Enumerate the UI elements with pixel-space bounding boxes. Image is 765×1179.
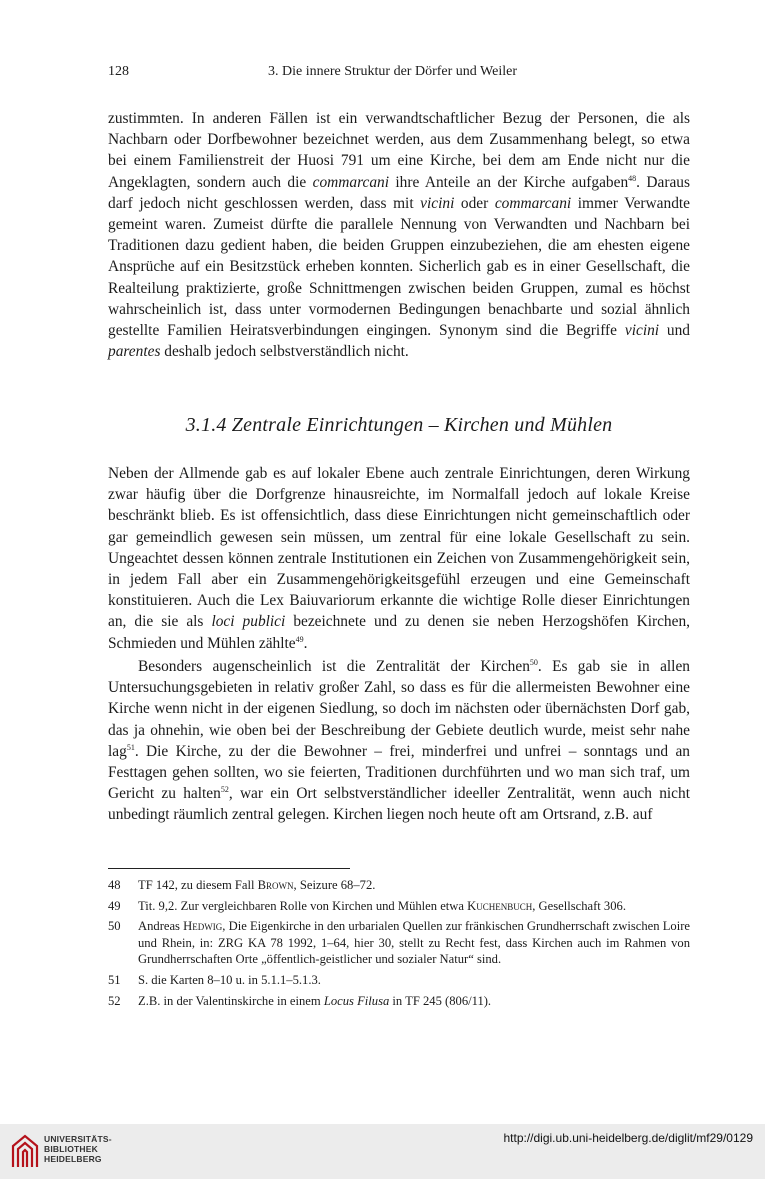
footnote-ref-51[interactable]: 51 (126, 742, 135, 752)
footnote-ref-50[interactable]: 50 (529, 657, 538, 667)
paragraph-2: Neben der Allmende gab es auf lokaler Ebene auch zentrale Einrichtungen, deren Wirkung zwar häufig über die Dorfgrenze hinausreichte, im Normalfall jedoch auf lokale Kreise beschränkt blieb. Es ist offensichtlich, dass diese Einrichtungen nicht gemeinschaftlich oder gar gemeindlich gewesen sein müssen, um zentral für eine lokale Gesellschaft zu sein. Ungeachtet dessen können zentrale Institutionen ein Zeichen von Zusammengehörigkeit sein, in jedem Fall aber ein Zusammengehörigkeitsgefühl erzeugen und eine Gemeinschaft konstituieren. Auch die Lex Baiuvariorum erkannte die wichtige Rolle dieser Einrichtungen an, die sie als loci publici bezeichnete und zu denen sie neben Herzogshöfen Kirchen, Schmieden und Mühlen zählte$^{49}$. (108, 465, 691, 652)
page-number: 128 (108, 64, 129, 79)
source-url-link[interactable]: http://digi.ub.uni-heidelberg.de/diglit/mf29/0129 (503, 1131, 753, 1145)
library-name: UNIVERSITÄTS- BIBLIOTHEK HEIDELBERG (44, 1134, 112, 1164)
footer-bar (0, 1124, 765, 1179)
footnote-divider (108, 868, 350, 869)
footnote-50: 50 Andreas Hedwig, Die Eigenkirche in den urbarialen Quellen zur fränkischen Grundherrschaft zwischen Loire und Rhein, in: ZRG KA 78 1992, 1–64, hier 30, stellt zu Recht fest, dass Kirchen auch im Rahmen von Grundherrschaften Orte „öffentlich-geistlicher und sozialer Natur“ sind. (108, 919, 690, 967)
footnote-51: 51 S. die Karten 8–10 u. in 5.1.1–5.1.3. (108, 972, 321, 987)
page-header (108, 64, 690, 84)
footnote-52: 52 Z.B. in der Valentinskirche in einem Locus Filusa in TF 245 (806/11). (108, 993, 492, 1008)
footnote-ref-49[interactable]: 49 (295, 634, 304, 644)
library-logo-icon (10, 1132, 40, 1170)
footnote-48: 48 TF 142, zu diesem Fall Brown, Seizure 68–72. (108, 878, 376, 892)
footnote-49: 49 Tit. 9,2. Zur vergleichbaren Rolle von Kirchen und Mühlen etwa Kuchenbuch, Gesellschaft 306. (108, 898, 626, 913)
footnotes (108, 877, 690, 1013)
section-heading: 3.1.4 Zentrale Einrichtungen – Kirchen und Mühlen (185, 414, 613, 436)
footnote-ref-52[interactable]: 52 (220, 785, 229, 795)
running-title: 3. Die innere Struktur der Dörfer und Weiler (268, 64, 517, 79)
paragraph-1: zustimmten. In anderen Fällen ist ein verwandtschaftlicher Bezug der Personen, die als Nachbarn oder Dorfbewohner bezeichnet werden, aus dem Zusammenhang belegt, so etwa bei einem Familienstreit der Huosi 791 um eine Kirche, bei dem am Ende nicht nur die Angeklagten, sondern auch die commarcani ihre Anteile an der Kirche aufgaben$^{48}$. Daraus darf jedoch nicht geschlossen werden, dass mit vicini oder commarcani immer Verwandte gemeint waren. Zumeist dürfte die parallele Nennung von Verwandten und Nachbarn bei Traditionen dazu gedient haben, die beiden Gruppen einzubeziehen, die am ehesten eigene Ansprüche auf ein Besitzstück erheben konnten. Sicherlich gab es in einer Gesellschaft, die Realteilung praktizierte, große Schnittmengen zwischen beiden Gruppen, zumal es höchst wahrscheinlich ist, dass unter vormodernen Bedingungen benachbarte und sozial ähnlich gestellte Familien Heiratsverbindungen eingingen. Synonym sind die Begriffe vicini und parentes deshalb jedoch selbstverständlich nicht. (108, 110, 691, 361)
paragraph-3: Besonders augenscheinlich ist die Zentralität der Kirchen$^{50}$. Es gab sie in allen Untersuchungsgebieten in relativ großer Zahl, so dass es für die allermeisten Bewohner eine Kirche wenn nicht in der eigenen Siedlung, so doch im nächsten oder übernächsten Dorf gab, das ja ohnehin, wie oben bei der Beschreibung der Gebiete deutlich wurde, meist sehr nahe lag$^{51}$. Die Kirche, zu der die Bewohner – frei, minderfrei und unfrei – sonntags und an Festtagen gehen sollten, wo sie feierten, Traditionen durchführten und wo man sich traf, um Gericht zu halten$^{52}$, war ein Ort selbstverständlicher ideeller Zentralität, wenn auch nicht unbedingt räumlich zentral gelegen. Kirchen liegen noch heute oft am Ortsrand, z.B. auf (108, 657, 690, 824)
footnote-ref-48[interactable]: 48 (628, 173, 637, 183)
